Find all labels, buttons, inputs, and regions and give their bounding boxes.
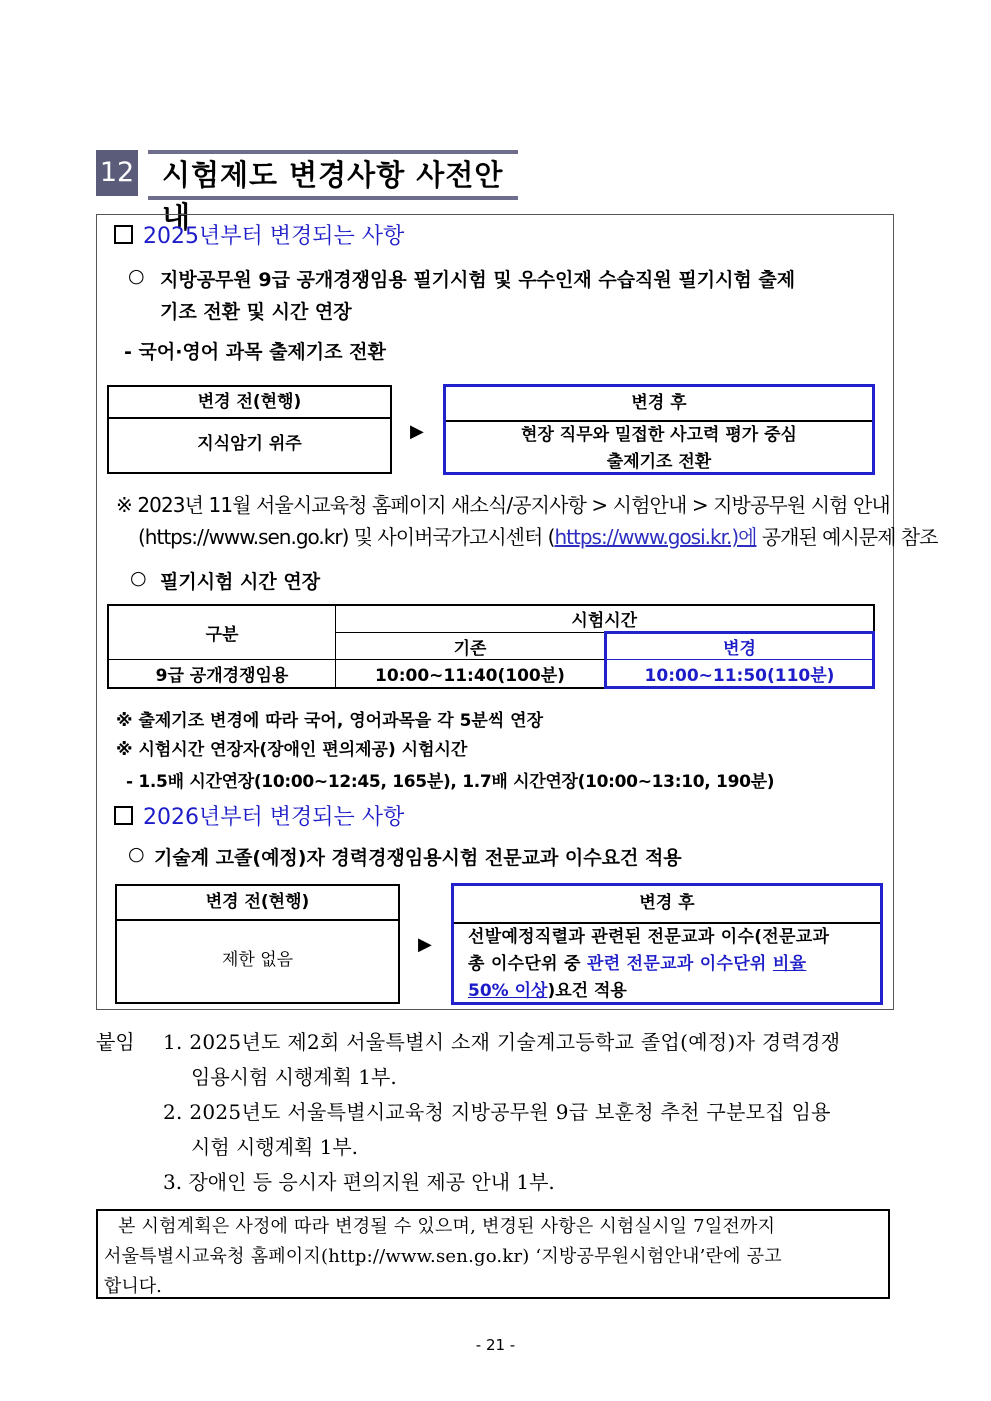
bullet-circle-icon-3: ○ [128,843,145,865]
heading-2026-text: 2026년부터 변경되는 사항 [143,805,405,830]
bullet-circle-icon: ○ [128,265,145,287]
sub-item-korean-english: - 국어·영어 과목 출제기조 전환 [124,341,386,363]
note-extension-detail: - 1.5배 시간연장(10:00~12:45, 165분), 1.7배 시간연장(10:00~13:10, 190분) [126,772,775,792]
attachments-label: 붙임 [96,1030,135,1054]
after-box-1 [443,384,875,475]
reference-note-text-a: (https://www.sen.go.kr) 및 사이버국가고시센터 ( [138,525,555,549]
after-2-line2 [454,951,880,978]
arrow-right-icon: ▶ [410,421,424,442]
reference-note-text-b: 공개된 예시문제 참조 [756,525,938,549]
arrow-right-icon-2: ▶ [418,934,432,955]
heading-2025-text: 2025년부터 변경되는 사항 [143,224,405,249]
table-header-time: 시험시간 [336,605,874,633]
before-value-2: 제한 없음 [115,921,400,1004]
bullet-2025-line2: 기조 전환 및 시간 연장 [160,301,352,323]
after-label-1: 변경 후 [446,387,872,422]
after-2-line3 [454,978,880,1005]
reference-note-line1: ※ 2023년 11월 서울시교육청 홈페이지 새소식/공지사항 > 시험안내 > 지방공무원 시험 안내 [116,493,890,517]
attachment-2-line2: 시험 시행계획 1부. [191,1135,359,1159]
table-header-changed: 변경 [606,633,874,660]
after-2-line2-c: 비율 [772,954,807,974]
after-value-1-line2: 출제기조 전환 [606,452,712,472]
attachment-1-line2: 임용시험 시행계획 1부. [191,1065,397,1089]
after-2-line3-a: 50% 이상 [468,981,548,1001]
before-label-2: 변경 전(현행) [115,884,400,921]
section-number: 12 [96,150,138,196]
after-2-line2-a: 총 이수단위 중 [468,954,587,974]
checkbox-square-icon [114,225,133,244]
section-title: 시험제도 변경사항 사전안내 [148,150,518,200]
table-row [108,660,874,688]
notice-line1: 본 시험계획은 사정에 따라 변경될 수 있으며, 변경된 사항은 시험실시일 7일전까지 [118,1216,776,1237]
table-header-category: 구분 [108,605,336,660]
bullet-circle-icon-2: ○ [130,567,147,589]
before-value-1: 지식암기 위주 [107,419,392,474]
page-number: - 21 - [475,1336,516,1354]
notice-line2: 서울특별시교육청 홈페이지(http://www.sen.go.kr) ‘지방공무원시험안내’란에 공고 [104,1246,782,1267]
after-2-line1: 선발예정직렬과 관련된 전문교과 이수(전문교과 [468,927,830,947]
attachment-2-line1: 2. 2025년도 서울특별시교육청 지방공무원 9급 보훈청 추천 구분모집 임용 [163,1100,831,1124]
after-box-2 [451,883,883,1005]
note-extension: ※ 출제기조 변경에 따라 국어, 영어과목을 각 5분씩 연장 [116,711,544,731]
exam-time-table [107,604,875,689]
note-disability-time: ※ 시험시간 연장자(장애인 편의제공) 시험시간 [116,740,468,760]
after-2-line3-b: )요건 적용 [547,981,627,1001]
table-cell-row-label: 9급 공개경쟁임용 [108,660,336,688]
table-cell-changed: 10:00~11:50(110분) [606,660,874,688]
attachment-3: 3. 장애인 등 응시자 편의지원 제공 안내 1부. [163,1170,555,1194]
after-2-line2-b: 관련 전문교과 이수단위 [587,954,773,974]
table-header-existing: 기존 [336,633,606,660]
after-value-1-line1: 현장 직무와 밀접한 사고력 평가 중심 [521,425,797,445]
notice-line3: 합니다. [104,1276,162,1297]
heading-2025 [114,219,404,250]
table-cell-existing: 10:00~11:40(100분) [336,660,606,688]
after-label-2: 변경 후 [454,886,880,924]
gosi-link[interactable]: https://www.gosi.kr.)에 [554,525,757,549]
bullet-2026: 기술계 고졸(예정)자 경력경쟁임용시험 전문교과 이수요건 적용 [154,847,682,869]
reference-note-line2 [138,521,937,550]
bullet-time-extension: 필기시험 시간 연장 [160,571,321,593]
attachment-1-line1: 1. 2025년도 제2회 서울특별시 소재 기술계고등학교 졸업(예정)자 경력경쟁 [163,1030,841,1054]
bullet-2025-line1: 지방공무원 9급 공개경쟁임용 필기시험 및 우수인재 수습직원 필기시험 출제 [160,269,796,291]
checkbox-square-icon-2 [114,806,133,825]
heading-2026 [114,800,404,831]
before-label-1: 변경 전(현행) [107,385,392,419]
